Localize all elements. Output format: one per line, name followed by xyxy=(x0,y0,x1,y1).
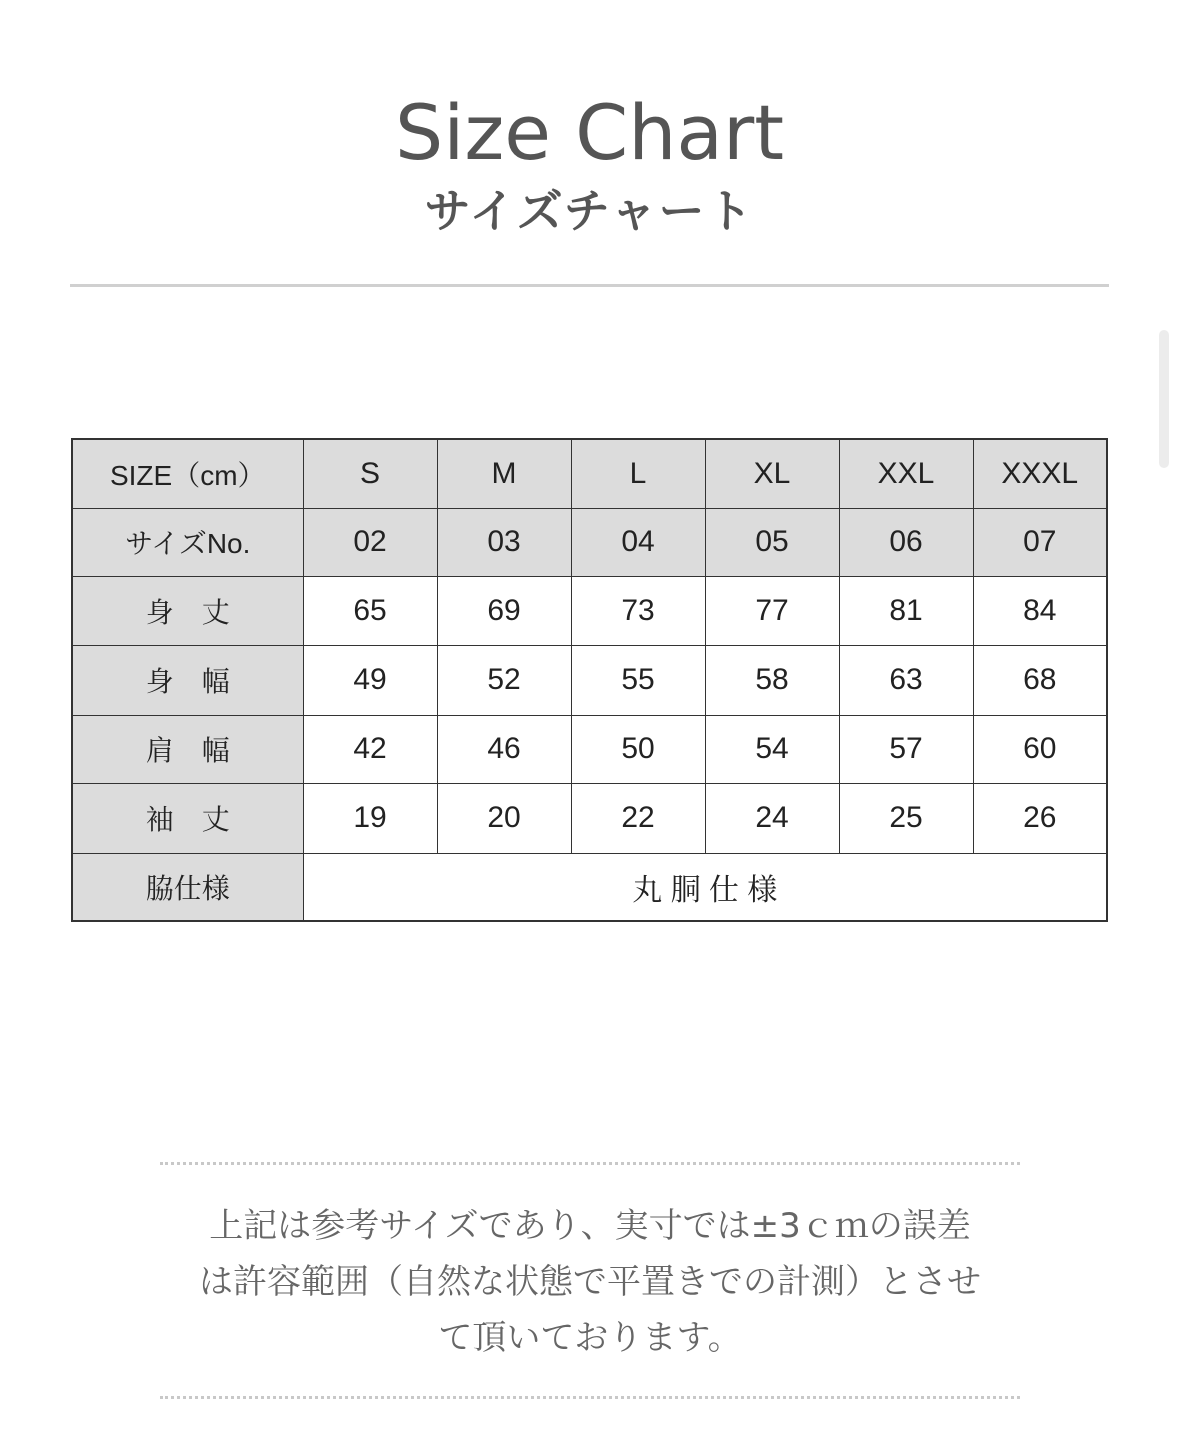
table-cell: 04 xyxy=(571,508,705,576)
table-cell: 55 xyxy=(571,645,705,715)
row-label: 身 幅 xyxy=(72,645,303,715)
table-cell: 68 xyxy=(973,645,1107,715)
table-cell: 24 xyxy=(705,783,839,853)
table-header-row xyxy=(72,439,1107,508)
size-table xyxy=(71,438,1108,922)
table-cell: 63 xyxy=(839,645,973,715)
page-subtitle: サイズチャート xyxy=(424,184,755,238)
table-header-cell: L xyxy=(571,439,705,508)
table-cell: 54 xyxy=(705,715,839,783)
table-row xyxy=(72,645,1107,715)
table-cell: 25 xyxy=(839,783,973,853)
size-note xyxy=(150,1198,1030,1366)
table-cell: 60 xyxy=(973,715,1107,783)
table-cell: 20 xyxy=(437,783,571,853)
table-cell: 19 xyxy=(303,783,437,853)
table-cell: 42 xyxy=(303,715,437,783)
table-cell: 58 xyxy=(705,645,839,715)
table-row xyxy=(72,783,1107,853)
table-cell: 81 xyxy=(839,576,973,645)
table-cell: 05 xyxy=(705,508,839,576)
table-cell: 07 xyxy=(973,508,1107,576)
table-header-cell: XXXL xyxy=(973,439,1107,508)
table-row xyxy=(72,853,1107,921)
table-header-cell: M xyxy=(437,439,571,508)
table-cell: 50 xyxy=(571,715,705,783)
table-header-cell: S xyxy=(303,439,437,508)
scrollbar[interactable] xyxy=(1159,330,1169,468)
table-cell: 84 xyxy=(973,576,1107,645)
table-header-cell: XXL xyxy=(839,439,973,508)
note-line-1: 上記は参考サイズであり、実寸では±3ｃｍの誤差 xyxy=(209,1206,971,1246)
table-cell-merged: 丸 胴 仕 様 xyxy=(303,853,1107,921)
table-cell: 52 xyxy=(437,645,571,715)
table-cell: 57 xyxy=(839,715,973,783)
table-cell: 06 xyxy=(839,508,973,576)
table-cell: 69 xyxy=(437,576,571,645)
table-cell: 22 xyxy=(571,783,705,853)
note-top-divider xyxy=(160,1162,1020,1165)
table-cell: 02 xyxy=(303,508,437,576)
note-line-2: は許容範囲（自然な状態で平置きでの計測）とさせ xyxy=(199,1262,981,1302)
row-label: 袖 丈 xyxy=(72,783,303,853)
table-cell: 46 xyxy=(437,715,571,783)
table-cell: 49 xyxy=(303,645,437,715)
note-line-3: て頂いております。 xyxy=(438,1318,742,1358)
row-label: 脇仕様 xyxy=(72,853,303,921)
table-row xyxy=(72,508,1107,576)
table-row xyxy=(72,715,1107,783)
table-cell: 03 xyxy=(437,508,571,576)
row-label: サイズNo. xyxy=(72,508,303,576)
note-bottom-divider xyxy=(160,1396,1020,1399)
table-cell: 26 xyxy=(973,783,1107,853)
row-label: 肩 幅 xyxy=(72,715,303,783)
table-cell: 73 xyxy=(571,576,705,645)
row-label: 身 丈 xyxy=(72,576,303,645)
table-cell: 65 xyxy=(303,576,437,645)
header-divider xyxy=(70,284,1109,287)
table-header-cell: XL xyxy=(705,439,839,508)
table-header-cell: SIZE（cm） xyxy=(72,439,303,508)
table-row xyxy=(72,576,1107,645)
page-title: Size Chart xyxy=(394,88,785,177)
table-cell: 77 xyxy=(705,576,839,645)
